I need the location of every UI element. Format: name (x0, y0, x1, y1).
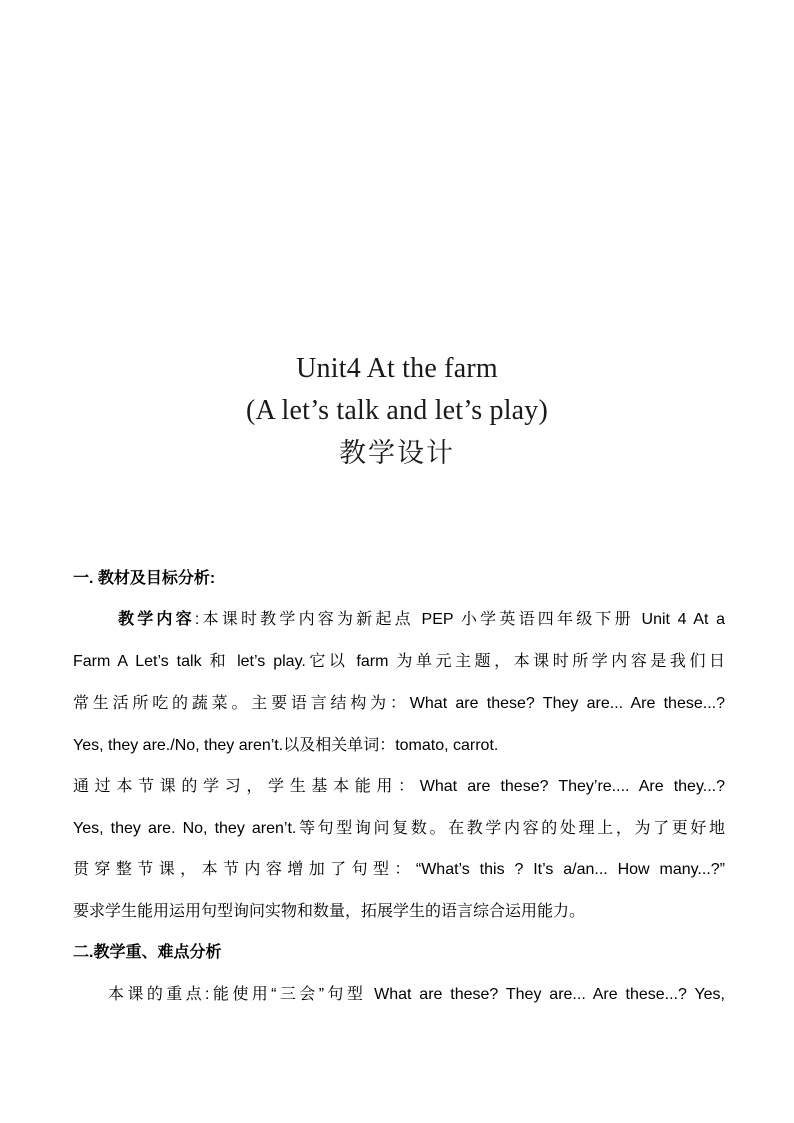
section-heading-key-points: 二.教学重、难点分析 (73, 944, 222, 961)
title-unit: Unit4 At the farm (296, 353, 498, 384)
paragraph-line: 要求学生能用运用句型询问实物和数量，拓展学生的语言综合运用能力。 (73, 903, 586, 920)
title-lesson-design: 教学设计 (339, 438, 455, 468)
paragraph-text: :本课时教学内容为新起点 PEP 小学英语四年级下册 Unit 4 At a (194, 611, 725, 628)
teaching-content-label: 教学内容 (118, 611, 195, 628)
paragraph-line: 常生活所吃的蔬菜。主要语言结构为：What are these? They are... Are these...? (73, 695, 725, 712)
paragraph-line: Yes, they are./No, they aren’t.以及相关单词：tomato, carrot. (73, 737, 499, 754)
paragraph-line: Farm A Let’s talk 和 let’s play.它以 farm 为单元主题，本课时所学内容是我们日 (73, 653, 725, 670)
paragraph-line: Yes, they are. No, they aren’t.等句型询问复数。在教学内容的处理上，为了更好地 (73, 820, 725, 837)
paragraph-line: 通过本节课的学习，学生基本能用：What are these? They’re.... Are they...? (73, 778, 725, 795)
section-heading-material-analysis: 一. 教材及目标分析: (73, 570, 216, 587)
title-subtitle: (A let’s talk and let’s play) (245, 395, 549, 426)
paragraph-line (73, 606, 725, 629)
paragraph-line: 本课的重点:能使用“三会”句型 What are these? They are... Are these...? Yes, (108, 986, 725, 1003)
document-title (0, 348, 794, 474)
paragraph-line: 贯穿整节课，本节内容增加了句型：“What’s this ? It’s a/an... How many...?” (73, 861, 725, 878)
